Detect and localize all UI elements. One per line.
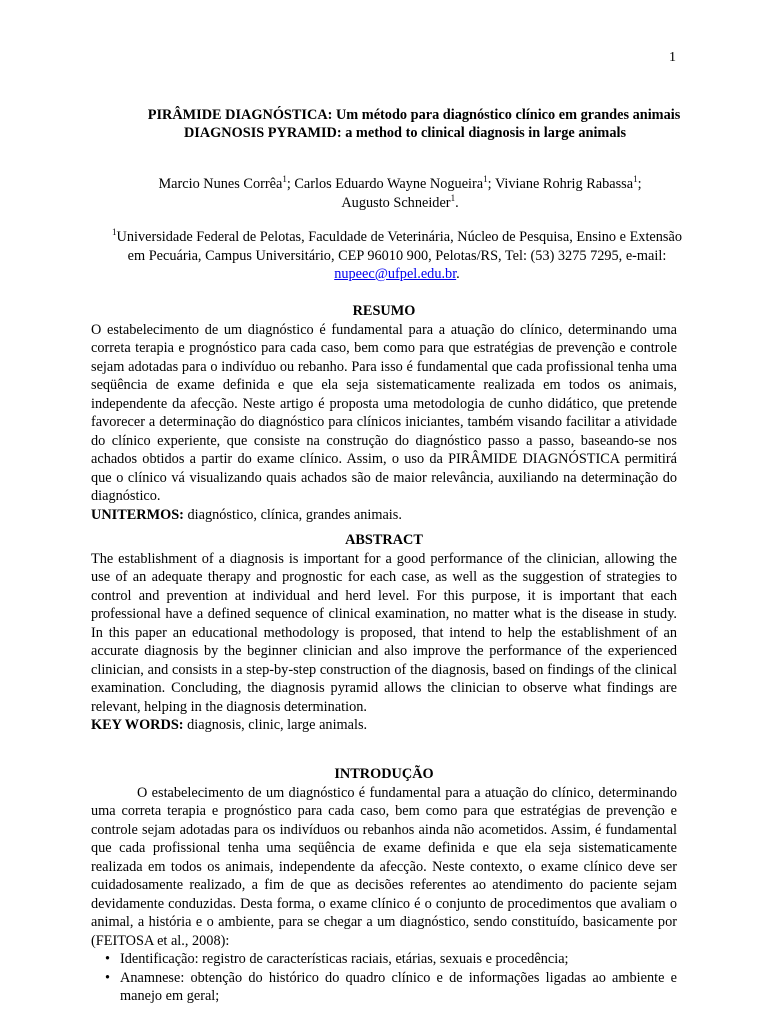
introduction-body: O estabelecimento de um diagnóstico é fundamental para a atuação do clínico, determinando uma correta terapia e prognóstico para cada caso, bem como para que estratégias de prevenção e controle sejam adotadas para os indivíduos ou rebanhos ainda não acometidos. Assim, é fundamental que cada profissional tenha uma seqüência de exame definida e que ela seja sistematicamente realizada em todos os animais, independente da afecção. Neste contexto, o exame clínico deve ser cuidadosamente realizado, a fim de que as decisões referentes ao atendimento do paciente sejam devidamente conduzidas. Desta forma, o exame clínico é o conjunto de procedimentos que avaliam o animal, a história e o ambiente, para se chegar a um diagnóstico, sendo constituído, basicamente por (FEITOSA et al., 2008): (91, 784, 677, 949)
abstract-keywords (91, 716, 677, 735)
email-link[interactable]: nupeec@ufpel.edu.br (334, 266, 457, 282)
author-name: Viviane Rohrig Rabassa (494, 176, 634, 192)
author-affiliation-marker: 1 (450, 192, 456, 203)
introduction-section (91, 765, 677, 1006)
keywords-text: diagnóstico, clínica, grandes animais. (183, 506, 402, 523)
abstract-body: The establishment of a diagnosis is important for a good performance of the clinician, allowing the use of an adequate therapy and prognostic for each case, as well as the suggestion of strategies to control and prevention at individual and herd level. For this purpose, it is important that each professional have a defined sequence of clinical examination, no matter what is the disease in study. In this paper an educational methodology is proposed, that intend to help the establishment of an accurate diagnosis by the beginner clinician and also improve the performance of the experienced clinician, and consists in a step-by-step construction of the diagnosis, based on findings of the clinical examination. Concluding, the diagnosis pyramid allows the clinician to observe what findings are relevant, helping in the diagnosis determination. (91, 550, 677, 715)
bullet-icon: • (105, 951, 111, 967)
abstract-section (91, 531, 677, 735)
list-item (91, 969, 677, 1006)
list-item (91, 950, 677, 969)
keywords-text: diagnosis, clinic, large animals. (183, 717, 368, 733)
author-name: Augusto Schneider (341, 194, 451, 211)
affiliation-end: . (456, 266, 460, 282)
abstract-heading: ABSTRACT (345, 532, 423, 548)
page-number: 1 (669, 50, 676, 65)
resumo-section (91, 302, 677, 524)
resumo-keywords (91, 506, 677, 525)
introduction-heading: INTRODUÇÃO (334, 766, 434, 782)
author-affiliation-marker: 1 (483, 174, 488, 185)
author-affiliation-marker: 1 (282, 174, 287, 185)
author-affiliation-marker: 1 (633, 174, 638, 185)
resumo-body: O estabelecimento de um diagnóstico é fundamental para a atuação do clínico, determinando uma correta terapia e prognóstico para cada caso, bem como para que estratégias de prevenção e controle sejam adotadas para o indivíduo ou rebanho. Para isso é fundamental que cada profissional tenha uma seqüência de exame definida e que ela seja sistematicamente realizada em todos os animais, independente da afecção. Neste artigo é proposta uma metodologia de cunho didático, que pretende favorecer a determinação do diagnóstico para clínicos iniciantes, também visando facilitar a atividade do clínico experiente, que consiste na construção do diagnóstico passo a passo, baseando-se nos achados obtidos a partir do exame clínico. Assim, o uso da PIRÂMIDE DIAGNÓSTICA permitirá que o clínico vá visualizando quais achados são de maior relevância, auxiliando na determinação do diagnóstico. (91, 321, 677, 504)
resumo-heading: RESUMO (352, 303, 416, 319)
author-list (110, 175, 690, 212)
author-name: Carlos Eduardo Wayne Nogueira (294, 176, 484, 192)
keywords-label: UNITERMOS: (91, 506, 184, 523)
bullet-icon: • (105, 969, 111, 986)
list-item-text: Anamnese: obtenção do histórico do quadro clínico e de informações ligadas ao ambiente e manejo em geral; (120, 969, 677, 1004)
title-portuguese: PIRÂMIDE DIAGNÓSTICA: Um método para diagnóstico clínico em grandes animais (147, 107, 681, 123)
keywords-label: KEY WORDS: (91, 717, 184, 733)
author-name: Marcio Nunes Corrêa (158, 176, 283, 192)
author-separator: . (455, 194, 459, 211)
affiliation-text: Universidade Federal de Pelotas, Faculdade de Veterinária, Núcleo de Pesquisa, Ensino e Extensão em Pecuária, Campus Universitário, CEP 96010 900, Pelotas/RS, Tel: (53) 3275 7295, e-mail: (116, 229, 682, 264)
author-separator: ; (487, 176, 495, 192)
author-separator: ; (637, 176, 642, 192)
bullet-list (91, 950, 677, 1006)
author-separator: ; (286, 176, 295, 192)
affiliation-marker: 1 (112, 227, 117, 238)
affiliation (102, 228, 692, 284)
title-english: DIAGNOSIS PYRAMID: a method to clinical diagnosis in large animals (183, 125, 627, 141)
list-item-text: Identificação: registro de características raciais, etárias, sexuais e procedência; (120, 951, 569, 967)
title-block (120, 106, 690, 142)
